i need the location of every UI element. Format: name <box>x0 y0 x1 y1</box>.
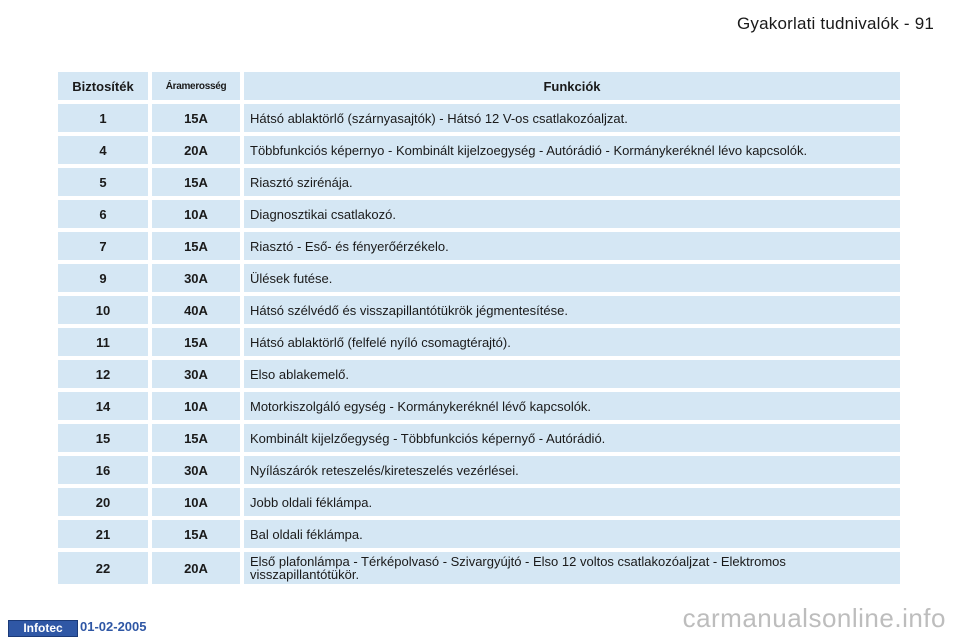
fuse-number: 10 <box>58 296 148 324</box>
fuse-number: 15 <box>58 424 148 452</box>
fuse-number: 14 <box>58 392 148 420</box>
fuse-number: 22 <box>58 552 148 584</box>
column-header-function: Funkciók <box>244 72 900 100</box>
table-row <box>58 168 900 196</box>
table-row <box>58 360 900 388</box>
fuse-number: 9 <box>58 264 148 292</box>
infotec-logo: Infotec <box>8 620 78 637</box>
fuse-amperage: 20A <box>152 136 240 164</box>
fuse-function: Kombinált kijelzőegység - Többfunkciós képernyő - Autórádió. <box>244 424 900 452</box>
fuse-table <box>54 68 904 588</box>
watermark: carmanualsonline.info <box>682 603 946 633</box>
table-row <box>58 328 900 356</box>
column-header-amperage: Áramerosség <box>152 72 240 100</box>
table-row <box>58 232 900 260</box>
table-row <box>58 296 900 324</box>
fuse-amperage: 40A <box>152 296 240 324</box>
table-row <box>58 456 900 484</box>
fuse-number: 12 <box>58 360 148 388</box>
table-row <box>58 520 900 548</box>
table-row <box>58 200 900 228</box>
fuse-function: Riasztó szirénája. <box>244 168 900 196</box>
table-row <box>58 104 900 132</box>
fuse-function: Motorkiszolgáló egység - Kormánykeréknél lévő kapcsolók. <box>244 392 900 420</box>
table-row <box>58 424 900 452</box>
fuse-number: 7 <box>58 232 148 260</box>
table-row <box>58 264 900 292</box>
fuse-function: Ülések futése. <box>244 264 900 292</box>
fuse-number: 1 <box>58 104 148 132</box>
fuse-number: 11 <box>58 328 148 356</box>
fuse-number: 21 <box>58 520 148 548</box>
fuse-function: Jobb oldali féklámpa. <box>244 488 900 516</box>
fuse-function: Diagnosztikai csatlakozó. <box>244 200 900 228</box>
fuse-amperage: 10A <box>152 392 240 420</box>
fuse-amperage: 15A <box>152 104 240 132</box>
fuse-number: 5 <box>58 168 148 196</box>
fuse-function: Első plafonlámpa - Térképolvasó - Szivargyújtó - Elso 12 voltos csatlakozóaljzat - Elektromos visszapillantótükör. <box>244 552 900 584</box>
publication-date: 01-02-2005 <box>80 619 147 634</box>
fuse-function: Többfunkciós képernyo - Kombinált kijelzoegység - Autórádió - Kormánykeréknél lévo kapcsolók. <box>244 136 900 164</box>
fuse-function: Riasztó - Eső- és fényerőérzékelo. <box>244 232 900 260</box>
fuse-amperage: 30A <box>152 264 240 292</box>
table-row <box>58 392 900 420</box>
fuse-function: Hátsó ablaktörlő (felfelé nyíló csomagtérajtó). <box>244 328 900 356</box>
fuse-number: 16 <box>58 456 148 484</box>
table-header-row <box>58 72 900 100</box>
fuse-amperage: 15A <box>152 232 240 260</box>
fuse-function: Hátsó ablaktörlő (szárnyasajtók) - Hátsó 12 V-os csatlakozóaljzat. <box>244 104 900 132</box>
fuse-amperage: 20A <box>152 552 240 584</box>
fuse-amperage: 30A <box>152 360 240 388</box>
fuse-number: 6 <box>58 200 148 228</box>
fuse-amperage: 10A <box>152 200 240 228</box>
fuse-number: 4 <box>58 136 148 164</box>
fuse-number: 20 <box>58 488 148 516</box>
fuse-function: Elso ablakemelő. <box>244 360 900 388</box>
table-row <box>58 552 900 584</box>
fuse-function: Hátsó szélvédő és visszapillantótükrök jégmentesítése. <box>244 296 900 324</box>
column-header-fuse: Biztosíték <box>58 72 148 100</box>
fuse-amperage: 15A <box>152 168 240 196</box>
page-title: Gyakorlati tudnivalók - 91 <box>736 14 934 33</box>
fuse-amperage: 15A <box>152 328 240 356</box>
fuse-amperage: 10A <box>152 488 240 516</box>
fuse-function: Bal oldali féklámpa. <box>244 520 900 548</box>
table-row <box>58 136 900 164</box>
table-row <box>58 488 900 516</box>
fuse-function: Nyílászárók reteszelés/kireteszelés vezérlései. <box>244 456 900 484</box>
fuse-amperage: 15A <box>152 424 240 452</box>
fuse-amperage: 15A <box>152 520 240 548</box>
fuse-amperage: 30A <box>152 456 240 484</box>
